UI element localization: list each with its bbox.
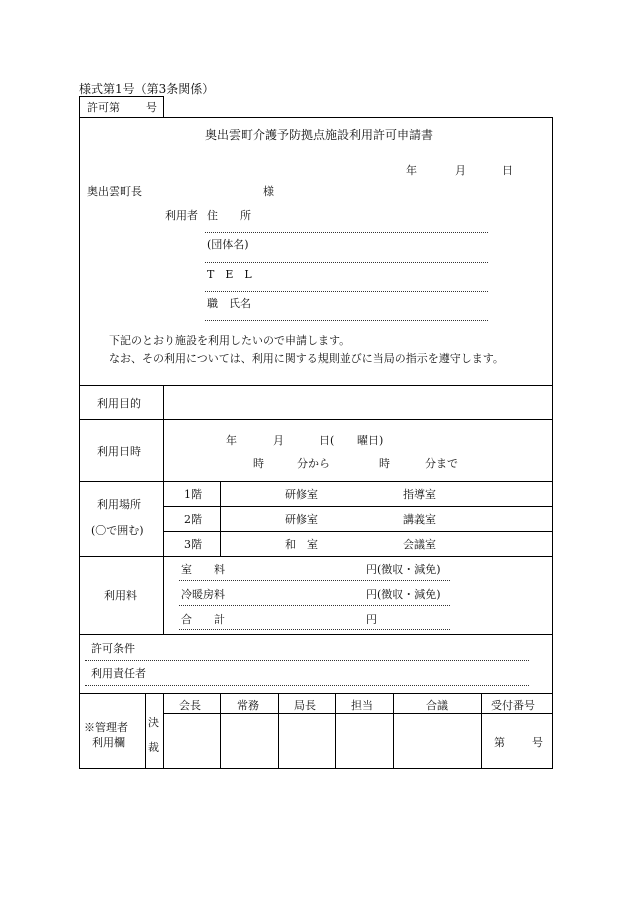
approver-header: 担当 [351,699,373,712]
datetime-to-hour: 時 [379,457,390,470]
responsible-field[interactable] [85,685,529,686]
datetime-year: 年 [226,434,237,447]
decision-label: 決 [148,716,159,729]
group-field[interactable] [205,262,488,263]
fee-item: 合 計 [181,613,225,626]
location-room[interactable]: 研修室 [285,488,318,501]
location-floor: 2階 [184,513,202,526]
approver-header: 常務 [237,699,259,712]
fee-label: 利用料 [104,589,137,602]
applicant-tel-label: T E L [207,268,252,281]
purpose-label: 利用目的 [97,397,141,410]
admin-label: 利用欄 [92,736,125,749]
statement-line-2: なお、その利用については、利用に関する規則並びに当局の指示を遵守します。 [109,352,504,365]
admin-label: ※管理者 [84,721,128,734]
statement-line-1: 下記のとおり施設を利用したいので申請します。 [109,334,351,347]
tel-field[interactable] [205,291,488,292]
datetime-from-minute: 分から [297,457,330,470]
location-room[interactable]: 指導室 [403,488,436,501]
location-label: 利用場所 [97,498,141,511]
location-room[interactable]: 会議室 [403,538,436,551]
receipt-suffix: 号 [532,736,543,749]
address-field[interactable] [205,232,488,233]
fee-unit: 円(徴収・減免) [366,563,441,576]
permit-number-suffix: 号 [146,101,157,114]
location-floor: 1階 [184,488,202,501]
name-field[interactable] [205,320,488,321]
fee-unit: 円 [366,613,377,626]
approver-header: 局長 [294,699,316,712]
form-title: 奥出雲町介護予防拠点施設利用許可申請書 [205,128,434,142]
date-month: 月 [455,164,466,177]
permit-number-label: 許可第 [87,101,120,114]
location-room[interactable]: 和 室 [285,538,318,551]
addressee-honorific: 様 [263,185,274,198]
datetime-label: 利用日時 [97,445,141,458]
date-day: 日 [502,164,513,177]
approver-header: 会長 [179,699,201,712]
location-room[interactable]: 研修室 [285,513,318,526]
conditions-label: 許可条件 [91,642,135,655]
applicant-name-label: 職 氏名 [207,297,251,310]
fee-room-field[interactable] [179,580,450,581]
receipt-number-header: 受付番号 [491,699,535,712]
datetime-weekday: 曜日) [357,434,384,447]
date-year: 年 [406,164,417,177]
decision-label: 裁 [148,741,159,754]
applicant-label: 利用者 [165,209,198,222]
receipt-prefix: 第 [494,736,505,749]
fee-unit: 円(徴収・減免) [366,588,441,601]
applicant-group-label: (団体名) [207,238,249,251]
datetime-from-hour: 時 [253,457,264,470]
location-room[interactable]: 講義室 [403,513,436,526]
fee-total-field[interactable] [179,629,450,630]
responsible-label: 利用責任者 [91,667,146,680]
datetime-month: 月 [273,434,284,447]
approver-header: 合議 [426,699,448,712]
fee-item: 冷暖房料 [181,588,225,601]
form-number: 様式第1号（第3条関係） [79,82,215,96]
addressee-name: 奥出雲町長 [87,185,142,198]
location-sublabel: (〇で囲む) [91,524,144,537]
applicant-address-label: 住 所 [207,209,251,222]
fee-item: 室 料 [181,563,225,576]
datetime-day: 日( [319,434,335,447]
conditions-field[interactable] [85,660,529,661]
fee-aircon-field[interactable] [179,605,450,606]
location-floor: 3階 [184,538,202,551]
datetime-to-minute: 分まで [425,457,458,470]
